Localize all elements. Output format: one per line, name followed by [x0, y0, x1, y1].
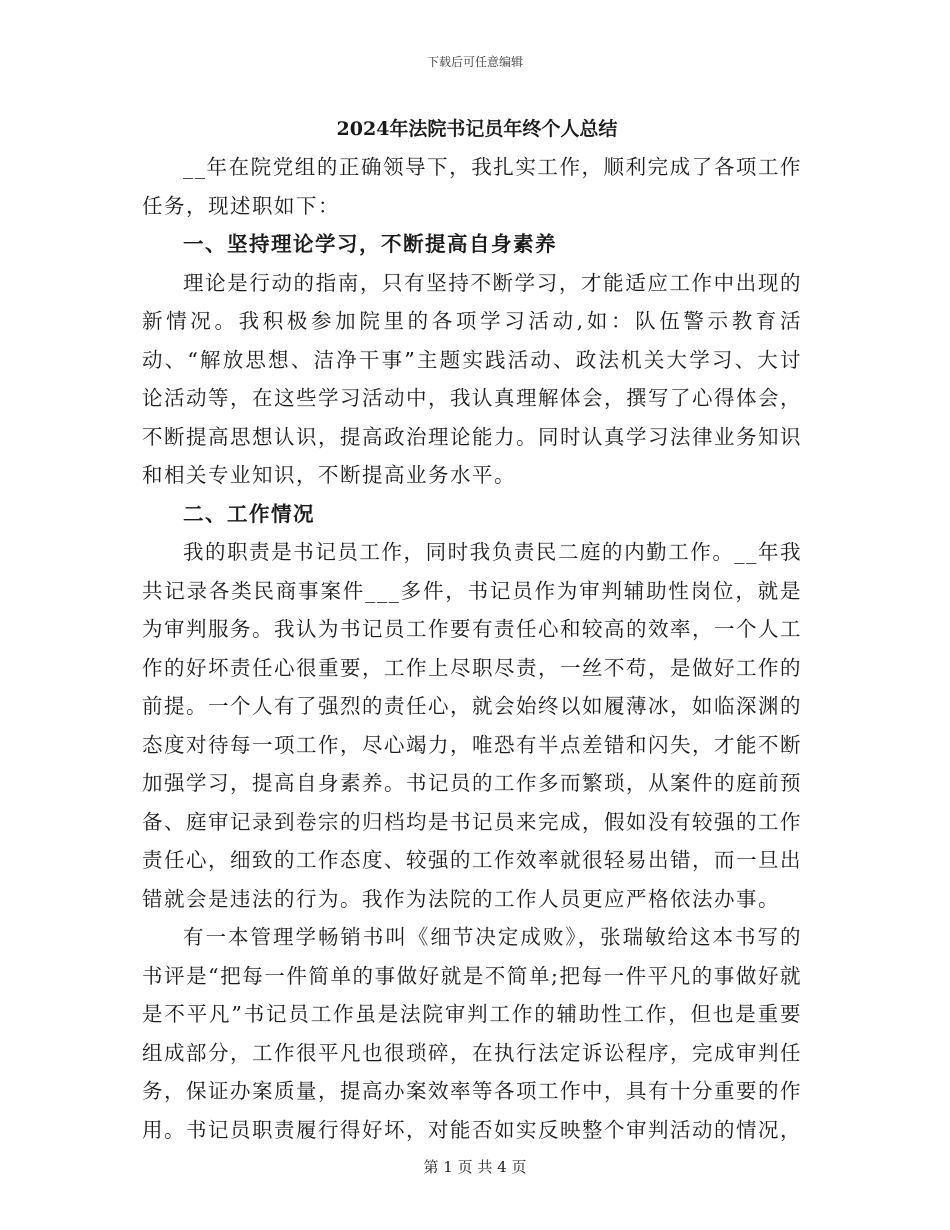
- section-2-paragraph-2: 有一本管理学畅销书叫《细节决定成败》，张瑞敏给这本书写的书评是“把每一件简单的事做好就是不简单;把每一件平凡的事做好就是不平凡”书记员工作虽是法院审判工作的辅助性工作，但也是重要组成部分，工作很平凡也很琐碎，在执行法定诉讼程序，完成审判任务，保证办案质量，提高办案效率等各项工作中，具有十分重要的作用。书记员职责履行得好坏，对能否如实反映整个审判活动的情况，: [142, 925, 802, 1142]
- page-footer: 第 1 页 共 4 页: [423, 1158, 527, 1176]
- document-body: [142, 110, 802, 1149]
- intro-paragraph: __年在院党组的正确领导下，我扎实工作，顺利完成了各项工作任务，现述职如下：: [142, 155, 802, 218]
- section-heading-1: 一、坚持理论学习，不断提高自身素养: [183, 232, 557, 256]
- page-header: 下载后可任意编辑: [426, 55, 523, 69]
- section-2-paragraph-1: 我的职责是书记员工作，同时我负责民二庭的内勤工作。__年我共记录各类民商事案件___多件，书记员作为审判辅助性岗位，就是为审判服务。我认为书记员工作要有责任心和较高的效率，一个人工作的好坏责任心很重要，工作上尽职尽责，一丝不苟，是做好工作的前提。一个人有了强烈的责任心，就会始终以如履薄冰，如临深渊的态度对待每一项工作，尽心竭力，唯恐有半点差错和闪失，才能不断加强学习，提高自身素养。书记员的工作多而繁琐，从案件的庭前预备、庭审记录到卷宗的归档均是书记员来完成，假如没有较强的工作责任心，细致的工作态度、较强的工作效率就很轻易出错，而一旦出错就会是违法的行为。我作为法院的工作人员更应严格依法办事。: [142, 540, 802, 911]
- document-title: 2024年法院书记员年终个人总结: [336, 118, 618, 140]
- section-heading-2: 二、工作情况: [183, 501, 315, 526]
- section-1-paragraph: 理论是行动的指南，只有坚持不断学习，才能适应工作中出现的新情况。我积极参加院里的各项学习活动,如：队伍警示教育活动、“解放思想、洁净干事”主题实践活动、政法机关大学习、大讨论活动等，在这些学习活动中，我认真理解体会，撰写了心得体会，不断提高思想认识，提高政治理论能力。同时认真学习法律业务知识和相关专业知识，不断提高业务水平。: [142, 270, 802, 487]
